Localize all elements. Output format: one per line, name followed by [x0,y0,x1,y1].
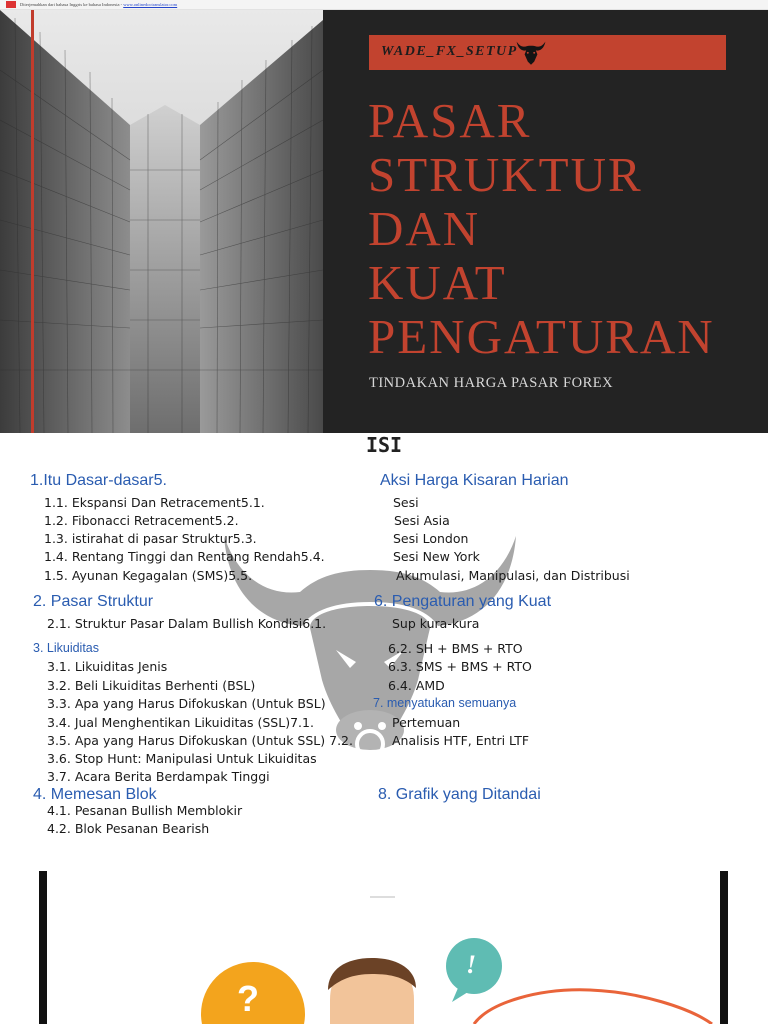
exclamation-mark: ! [466,950,477,979]
toc-item: Sesi New York [393,549,480,564]
toc-item: Pertemuan [392,715,461,730]
cover-title-line: STRUKTUR [368,147,643,202]
translation-banner [0,0,768,10]
illustration [0,862,768,1024]
toc-item: Sesi Asia [394,513,450,528]
cover-title-line: DAN [368,201,481,256]
cover-subtitle: TINDAKAN HARGA PASAR FOREX [369,375,614,391]
toc-section-7: 7. menyatukan semuanya [373,696,517,710]
toc-item: 6.4. AMD [388,678,445,693]
translator-link[interactable]: www.onlinedoctranslator.com [123,2,178,7]
orange-arc [474,990,712,1024]
cover-title-line: KUAT [368,255,507,310]
toc-item: Sesi [393,495,419,510]
translation-note-text: Diterjemahkan dari bahasa Inggris ke bahasa Indonesia - [20,2,124,7]
toc-item: 2.1. Struktur Pasar Dalam Bullish Kondisi6.1. [47,616,327,631]
toc-item: 3.4. Jual Menghentikan Likuiditas (SSL)7.1. [47,715,314,730]
toc-item: 3.3. Apa yang Harus Difokuskan (Untuk BSL) [47,696,326,711]
toc-item: 3.1. Likuiditas Jenis [47,659,168,674]
pdf-icon [6,1,16,8]
toc-item: Akumulasi, Manipulasi, dan Distribusi [396,568,630,583]
toc-item: 1.3. istirahat di pasar Struktur5.3. [44,531,257,546]
toc-item: 6.2. SH + BMS + RTO [388,641,523,656]
cover-title-line: PASAR [368,93,532,148]
cover [0,10,768,433]
toc-section-6: 6. Pengaturan yang Kuat [374,593,552,610]
cover-title [368,94,715,364]
accent-line [31,10,34,433]
illustration-art [0,862,768,1024]
toc-item: 1.2. Fibonacci Retracement5.2. [44,513,239,528]
toc-section-2: 2. Pasar Struktur [33,593,154,610]
toc-item: 1.1. Ekspansi Dan Retracement5.1. [44,495,265,510]
toc-item: Analisis HTF, Entri LTF [392,733,530,748]
toc-item: 3.5. Apa yang Harus Difokuskan (Untuk SSL) 7.2. [47,733,353,748]
toc-item: 1.5. Ayunan Kegagalan (SMS)5.5. [44,568,253,583]
toc-section-5: Aksi Harga Kisaran Harian [380,472,569,489]
toc-item: Sesi London [393,531,469,546]
toc-section-8: 8. Grafik yang Ditandai [378,786,541,803]
toc-item: 6.3. SMS + BMS + RTO [388,659,532,674]
skyscraper-photo [0,10,323,433]
toc-item: 3.6. Stop Hunt: Manipulasi Untuk Likuiditas [47,751,317,766]
bull-logo-icon [515,38,547,66]
toc-item: 1.4. Rentang Tinggi dan Rentang Rendah5.4. [44,549,325,564]
toc-item: 3.7. Acara Berita Berdampak Tinggi [47,769,270,784]
question-mark: ? [237,978,259,1019]
toc-item: 3.2. Beli Likuiditas Berhenti (BSL) [47,678,256,693]
toc-section-1: 1.Itu Dasar-dasar5. [30,472,167,489]
cover-title-line: PENGATURAN [368,309,715,364]
toc-item: 4.1. Pesanan Bullish Memblokir [47,803,243,818]
toc-item: 4.2. Blok Pesanan Bearish [47,821,210,836]
toc-section-3: 3. Likuiditas [33,641,100,655]
brand-banner [369,35,726,70]
contents-heading: ISI [365,433,403,457]
translation-note [20,1,177,8]
brand-name: WADE_FX_SETUP [381,44,518,59]
toc-item: Sup kura-kura [392,616,480,631]
toc-section-4: 4. Memesan Blok [33,786,157,803]
